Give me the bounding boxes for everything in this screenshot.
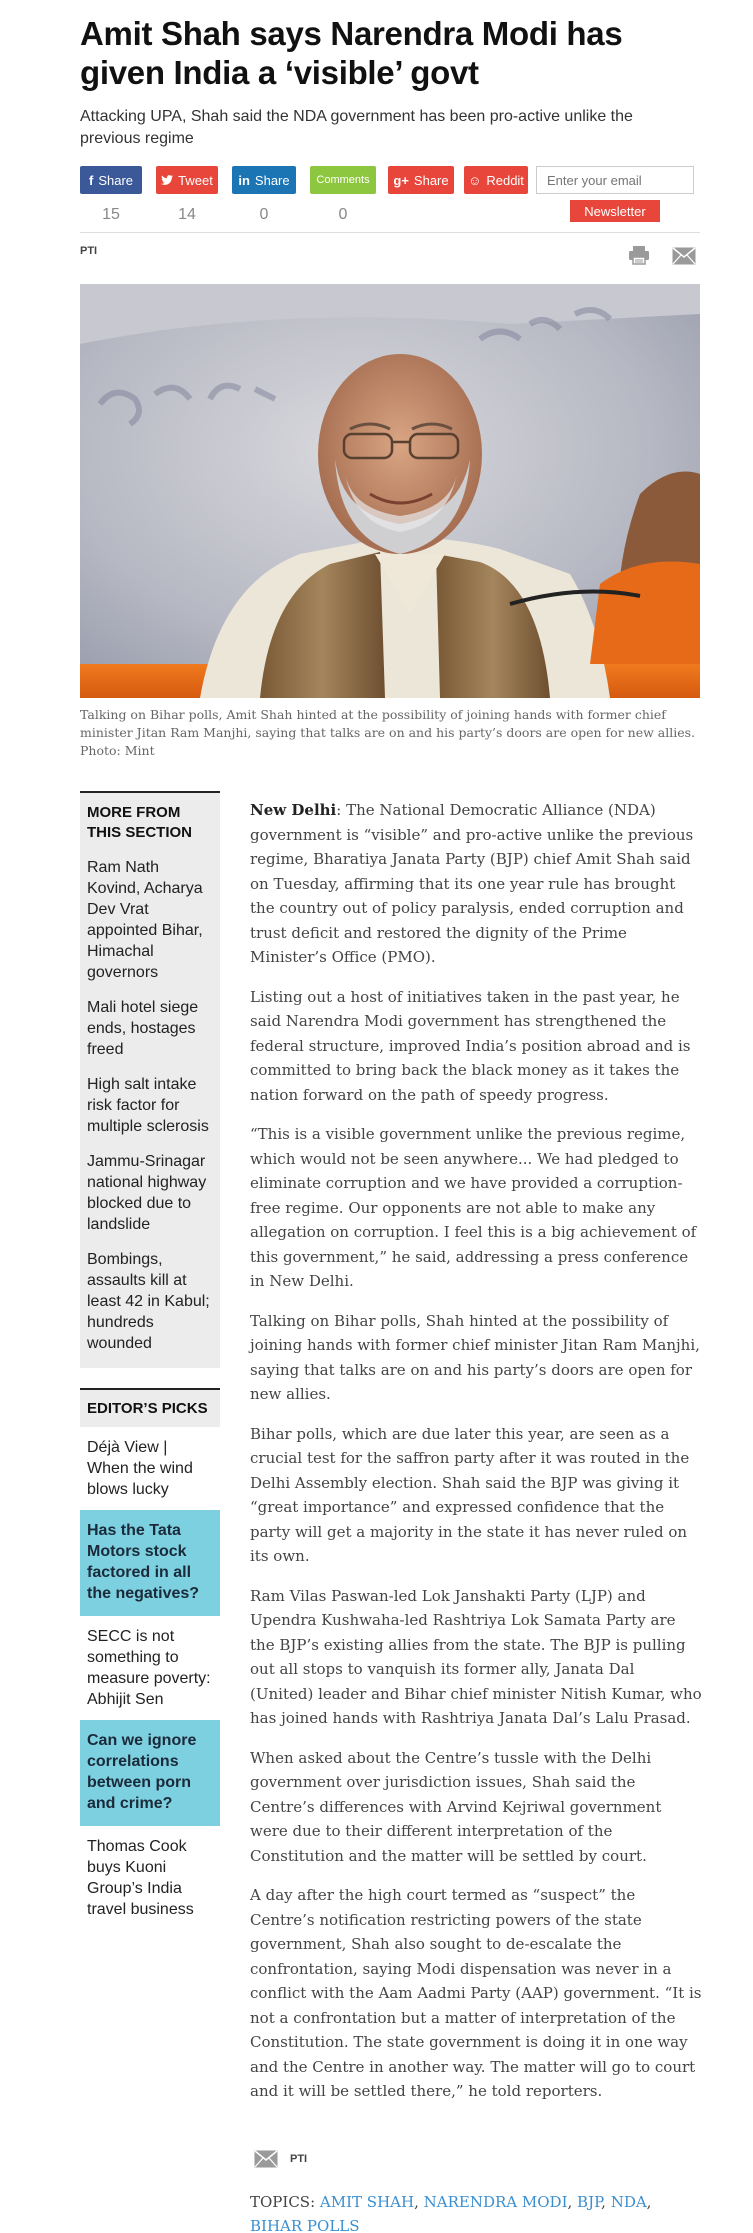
printer-icon[interactable] (628, 245, 650, 265)
topics-label: TOPICS: (250, 2193, 316, 2211)
share-bar (80, 166, 700, 232)
paragraph-text: : The National Democratic Alliance (NDA) government is “visible” and pro-active unlike the previous regime, Bharatiya Janata Party (BJP) chief Amit Shah said on Tuesday, affirming that its one year rule has brought the country out of policy paralysis, ended corruption and trust deficit and restored the dignity of the Prime Minister’s Office (PMO). (250, 801, 694, 966)
envelope-icon[interactable] (254, 2150, 278, 2168)
reddit-share-label: Reddit (486, 172, 524, 188)
comments-count: 0 (338, 206, 348, 223)
newsletter-email-input[interactable] (536, 166, 694, 194)
article-header (80, 0, 700, 276)
linkedin-icon: in (238, 172, 250, 188)
google-plus-share-button[interactable] (388, 166, 454, 194)
google-plus-icon: g+ (393, 172, 409, 188)
topics: TOPICS: AMIT SHAH, NARENDRA MODI, BJP, NDA, BIHAR POLLS (250, 2193, 652, 2233)
topic-link[interactable]: AMIT SHAH (319, 2193, 415, 2211)
twitter-share-count: 14 (178, 206, 196, 223)
facebook-icon: f (88, 172, 94, 188)
editors-pick-link-highlighted[interactable]: Can we ignore correlations between porn and crime? (80, 1720, 220, 1826)
article-paragraph: A day after the high court termed as “suspect” the Centre’s notification restricting powers of the state government, Shah also sought to de-escalate the confrontation, saying Modi dispensation was never in a conflict with the Aam Aadmi Party (AAP) government. “It is not a confrontation but a matter of interpretation of the Constitution. The state government is doing it in one way and the Centre in another way. The matter will go to court and it will be settled there,” he told reporters. (250, 1886, 702, 2100)
linkedin-share-count: 0 (259, 206, 269, 223)
dateline: New Delhi (250, 801, 337, 819)
related-link[interactable]: Bombings, assaults kill at least 42 in Kabul; hundreds wounded (87, 1251, 210, 1352)
article-paragraph: “This is a visible government unlike the previous regime, which would not be seen anywhere... We had pledged to eliminate corruption and we have provided a corruption-free regime. Our opponents are not able to make any allegation on corruption. I feel this is a big achievement of this government,” he said, addressing a press conference in New Delhi. (250, 1125, 697, 1290)
editors-pick-link[interactable]: Thomas Cook buys Kuoni Group’s India travel business (87, 1838, 194, 1918)
article-paragraph: Listing out a host of initiatives taken in the past year, he said Narendra Modi government has strengthened the federal structure, improved India’s position abroad and is committed to bring back the black money as it takes the nation forward on the path of speedy progress. (250, 987, 691, 1104)
byline-row (80, 232, 700, 276)
more-from-section-title: MORE FROM THIS SECTION (87, 804, 193, 841)
editors-pick-link-highlighted[interactable]: Has the Tata Motors stock factored in all the negatives? (80, 1510, 220, 1616)
google-plus-share-label: Share (413, 172, 449, 188)
byline: PTI (80, 245, 98, 257)
newsletter-button[interactable]: Newsletter (570, 200, 660, 222)
sidebar (80, 791, 220, 1930)
article-paragraph: When asked about the Centre’s tussle with the Delhi government over jurisdiction issues, Shah said the Centre’s differences with Arvind Kejriwal government were due to their different interpretation of the Constitution and the matter will be settled by court. (250, 1748, 662, 1865)
headline: Amit Shah says Narendra Modi has given India a ‘visible’ govt (80, 15, 623, 91)
hero-photo (80, 284, 700, 698)
linkedin-share-label: Share (254, 172, 290, 188)
facebook-share-button[interactable] (80, 166, 142, 194)
editors-picks (80, 1388, 220, 1930)
twitter-tweet-label: Tweet (178, 172, 213, 188)
article-paragraph: Ram Vilas Paswan-led Lok Janshakti Party (LJP) and Upendra Kushwaha-led Rashtriya Lok Samata Party are the BJP’s existing allies from the state. The BJP is pulling out all stops to vanquish its former ally, Janata Dal (United) leader and Bihar chief minister Nitish Kumar, who has joined hands with Rashtriya Janata Dal’s Lalu Prasad. (250, 1586, 702, 1727)
related-link[interactable]: Ram Nath Kovind, Acharya Dev Vrat appointed Bihar, Himachal governors (87, 859, 203, 981)
photo-caption: Talking on Bihar polls, Amit Shah hinted at the possibility of joining hands with former chief minister Jitan Ram Manjhi, saying that talks are on and his party’s doors are open for new allies. Photo: Mint (80, 707, 696, 758)
related-link[interactable]: High salt intake risk factor for multiple sclerosis (87, 1076, 209, 1135)
more-from-section (80, 791, 220, 1368)
editors-pick-link[interactable]: Déjà View | When the wind blows lucky (87, 1439, 193, 1498)
linkedin-share-button[interactable] (232, 166, 296, 194)
reddit-share-button[interactable] (464, 166, 528, 194)
topic-link[interactable]: NDA (610, 2193, 647, 2211)
footer-byline-text: PTI (290, 2153, 308, 2165)
editors-pick-link[interactable]: SECC is not something to measure poverty: Abhijit Sen (87, 1628, 211, 1708)
facebook-share-count: 15 (102, 206, 120, 223)
comments-label: Comments (316, 174, 370, 186)
subheadline: Attacking UPA, Shah said the NDA government has been pro-active unlike the previous regime (80, 108, 633, 147)
twitter-icon (161, 173, 173, 188)
editors-picks-title: EDITOR’S PICKS (80, 1388, 220, 1427)
facebook-share-label: Share (98, 172, 134, 188)
article-paragraph: Talking on Bihar polls, Shah hinted at the possibility of joining hands with former chief minister Jitan Ram Manjhi, saying that talks are on and his party’s doors are open for new allies. (250, 1311, 700, 1403)
related-link[interactable]: Jammu-Srinagar national highway blocked due to landslide (87, 1153, 207, 1233)
footer-byline (254, 2150, 307, 2168)
reddit-icon: ☺ (468, 172, 482, 188)
envelope-icon[interactable] (672, 247, 696, 265)
related-link[interactable]: Mali hotel siege ends, hostages freed (87, 999, 199, 1058)
topic-link[interactable]: BIHAR POLLS (250, 2217, 360, 2233)
article-paragraph: Bihar polls, which are due later this year, are seen as a crucial test for the saffron party after it was routed in the Delhi Assembly election. Shah said the BJP was giving it “great importance” and expressed confidence that the party will get a majority in the state it has never ruled on its own. (250, 1424, 690, 1565)
topic-link[interactable]: NARENDRA MODI (423, 2193, 568, 2211)
comments-button[interactable] (310, 166, 376, 194)
article-paragraph (250, 798, 702, 970)
twitter-tweet-button[interactable] (156, 166, 218, 194)
topic-link[interactable]: BJP (577, 2193, 602, 2211)
article-body (250, 798, 702, 2119)
